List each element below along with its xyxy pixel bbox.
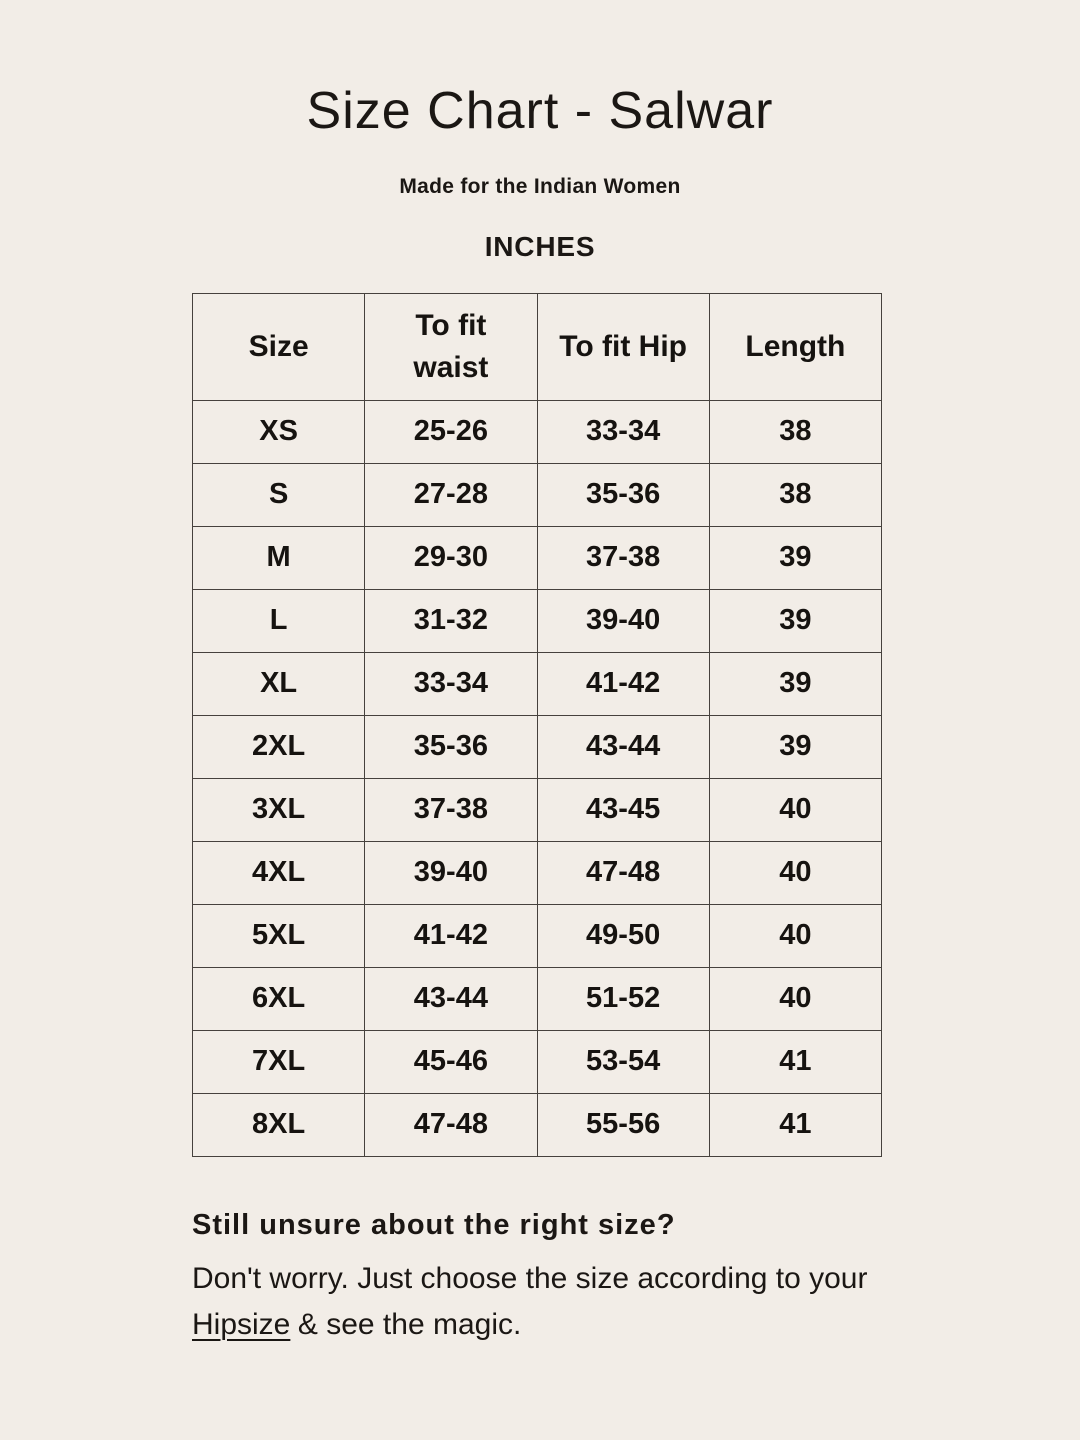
- units-label: INCHES: [484, 230, 596, 262]
- hip-cell: 33-34: [537, 400, 709, 463]
- waist-cell: 29-30: [365, 526, 537, 589]
- hip-cell: 55-56: [537, 1093, 709, 1156]
- size-cell: S: [193, 463, 365, 526]
- column-header-length: Length: [709, 293, 881, 400]
- length-cell: 39: [709, 526, 881, 589]
- length-cell: 40: [709, 841, 881, 904]
- table-row: [193, 778, 882, 841]
- size-cell: 3XL: [193, 778, 365, 841]
- hip-cell: 37-38: [537, 526, 709, 589]
- footer-text: [192, 1256, 940, 1349]
- hip-cell: 49-50: [537, 904, 709, 967]
- hip-cell: 47-48: [537, 841, 709, 904]
- column-header-hip: To fit Hip: [537, 293, 709, 400]
- table-row: [193, 526, 882, 589]
- length-cell: 39: [709, 715, 881, 778]
- hip-cell: 53-54: [537, 1030, 709, 1093]
- hip-cell: 43-44: [537, 715, 709, 778]
- length-cell: 39: [709, 589, 881, 652]
- table-row: [193, 841, 882, 904]
- footer-line2-rest: & see the magic.: [297, 1308, 522, 1342]
- length-cell: 38: [709, 463, 881, 526]
- hip-cell: 41-42: [537, 652, 709, 715]
- size-cell: L: [193, 589, 365, 652]
- column-header-waist: To fit waist: [365, 293, 537, 400]
- size-cell: M: [193, 526, 365, 589]
- size-table-header: [193, 293, 882, 400]
- waist-cell: 47-48: [365, 1093, 537, 1156]
- size-table: [192, 293, 882, 1157]
- hip-cell: 51-52: [537, 967, 709, 1030]
- waist-cell: 33-34: [365, 652, 537, 715]
- waist-cell: 27-28: [365, 463, 537, 526]
- size-cell: 5XL: [193, 904, 365, 967]
- size-cell: 8XL: [193, 1093, 365, 1156]
- length-cell: 40: [709, 778, 881, 841]
- length-cell: 40: [709, 904, 881, 967]
- waist-cell: 45-46: [365, 1030, 537, 1093]
- length-cell: 40: [709, 967, 881, 1030]
- table-row: [193, 967, 882, 1030]
- length-cell: 41: [709, 1030, 881, 1093]
- page-subtitle: Made for the Indian Women: [399, 174, 681, 198]
- table-row: [193, 715, 882, 778]
- waist-cell: 25-26: [365, 400, 537, 463]
- table-row: [193, 400, 882, 463]
- page-title: Size Chart - Salwar: [306, 82, 774, 140]
- length-cell: 41: [709, 1093, 881, 1156]
- waist-cell: 39-40: [365, 841, 537, 904]
- table-row: [193, 652, 882, 715]
- column-header-size: Size: [193, 293, 365, 400]
- table-row: [193, 1093, 882, 1156]
- size-cell: 2XL: [193, 715, 365, 778]
- waist-cell: 31-32: [365, 589, 537, 652]
- table-row: [193, 463, 882, 526]
- footer-line1: Don't worry. Just choose the size according to your: [192, 1261, 868, 1295]
- table-row: [193, 589, 882, 652]
- table-row: [193, 1030, 882, 1093]
- waist-cell: 37-38: [365, 778, 537, 841]
- footer-heading: Still unsure about the right size?: [192, 1208, 676, 1241]
- hipsize-link[interactable]: Hipsize: [192, 1308, 291, 1342]
- waist-cell: 35-36: [365, 715, 537, 778]
- size-cell: 4XL: [193, 841, 365, 904]
- size-cell: XS: [193, 400, 365, 463]
- footer-note: [192, 1209, 940, 1349]
- header-row: [193, 293, 882, 400]
- table-row: [193, 904, 882, 967]
- hip-cell: 39-40: [537, 589, 709, 652]
- size-cell: XL: [193, 652, 365, 715]
- size-table-body: [193, 400, 882, 1156]
- hip-cell: 43-45: [537, 778, 709, 841]
- size-cell: 6XL: [193, 967, 365, 1030]
- waist-cell: 43-44: [365, 967, 537, 1030]
- length-cell: 39: [709, 652, 881, 715]
- size-cell: 7XL: [193, 1030, 365, 1093]
- hip-cell: 35-36: [537, 463, 709, 526]
- waist-cell: 41-42: [365, 904, 537, 967]
- length-cell: 38: [709, 400, 881, 463]
